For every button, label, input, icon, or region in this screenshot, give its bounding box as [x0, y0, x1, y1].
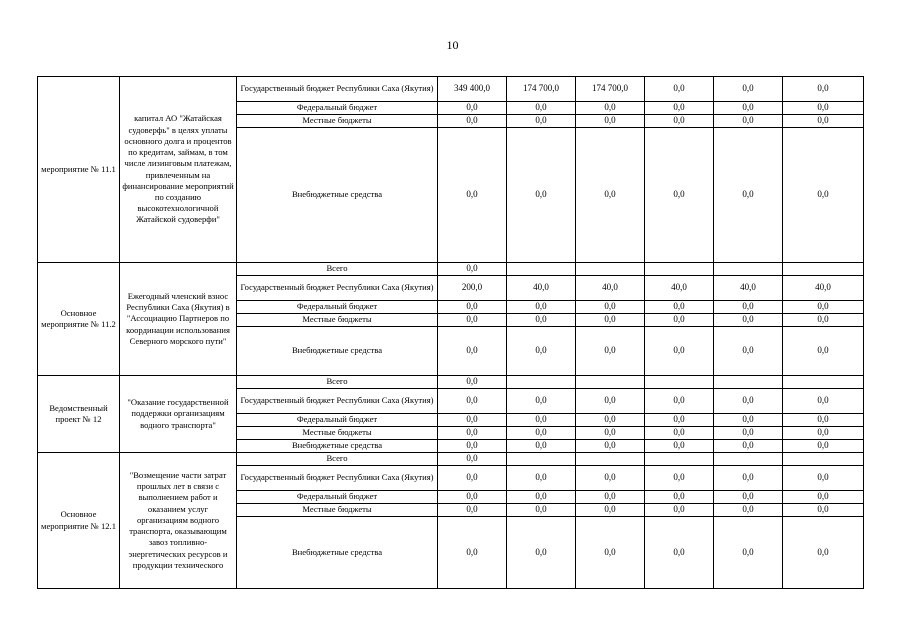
amount-cell	[645, 453, 714, 466]
amount-cell: 0,0	[507, 466, 576, 491]
amount-cell	[507, 453, 576, 466]
amount-cell: 0,0	[645, 491, 714, 504]
funding-source: Всего	[237, 376, 438, 389]
amount-cell: 0,0	[576, 327, 645, 376]
amount-cell: 0,0	[438, 115, 507, 128]
amount-cell: 0,0	[714, 128, 783, 263]
amount-cell: 0,0	[507, 327, 576, 376]
amount-cell: 0,0	[576, 504, 645, 517]
amount-cell: 0,0	[438, 414, 507, 427]
amount-cell: 0,0	[438, 517, 507, 589]
amount-cell	[783, 453, 864, 466]
amount-cell: 0,0	[645, 128, 714, 263]
amount-cell: 0,0	[783, 128, 864, 263]
amount-cell: 0,0	[783, 427, 864, 440]
funding-source: Государственный бюджет Республики Саха (Якутия)	[237, 466, 438, 491]
amount-cell: 0,0	[507, 414, 576, 427]
amount-cell: 0,0	[576, 491, 645, 504]
funding-source: Федеральный бюджет	[237, 414, 438, 427]
amount-cell: 0,0	[783, 440, 864, 453]
measure-description: "Возмещение части затрат прошлых лет в связи с выполнением работ и оказанием услуг организациям водного транспорта, оказывающим завоз топливно-энергетических ресурсов и продукции технического	[120, 453, 237, 589]
funding-source: Федеральный бюджет	[237, 491, 438, 504]
amount-cell: 0,0	[645, 314, 714, 327]
amount-cell: 0,0	[438, 263, 507, 276]
amount-cell: 0,0	[645, 440, 714, 453]
budget-table	[37, 76, 864, 589]
amount-cell: 0,0	[576, 389, 645, 414]
amount-cell: 0,0	[507, 491, 576, 504]
amount-cell: 0,0	[438, 440, 507, 453]
amount-cell: 0,0	[438, 128, 507, 263]
amount-cell: 0,0	[438, 504, 507, 517]
amount-cell	[507, 263, 576, 276]
amount-cell: 0,0	[645, 327, 714, 376]
amount-cell: 0,0	[645, 414, 714, 427]
amount-cell: 40,0	[645, 276, 714, 301]
amount-cell: 0,0	[714, 414, 783, 427]
amount-cell: 0,0	[438, 466, 507, 491]
funding-source: Всего	[237, 263, 438, 276]
amount-cell: 0,0	[438, 327, 507, 376]
measure-name: Основное мероприятие № 12.1	[38, 453, 120, 589]
amount-cell	[783, 263, 864, 276]
amount-cell: 0,0	[714, 77, 783, 102]
amount-cell: 0,0	[783, 314, 864, 327]
funding-source: Внебюджетные средства	[237, 327, 438, 376]
amount-cell: 0,0	[645, 389, 714, 414]
amount-cell: 0,0	[507, 504, 576, 517]
amount-cell	[714, 263, 783, 276]
amount-cell: 0,0	[438, 102, 507, 115]
amount-cell: 0,0	[714, 301, 783, 314]
amount-cell: 0,0	[507, 314, 576, 327]
funding-source: Местные бюджеты	[237, 504, 438, 517]
amount-cell: 0,0	[576, 128, 645, 263]
amount-cell: 0,0	[714, 440, 783, 453]
amount-cell: 0,0	[507, 301, 576, 314]
amount-cell: 0,0	[645, 466, 714, 491]
amount-cell: 0,0	[507, 128, 576, 263]
amount-cell	[507, 376, 576, 389]
measure-description: "Оказание государственной поддержки организациям водного транспорта"	[120, 376, 237, 453]
amount-cell: 40,0	[576, 276, 645, 301]
measure-name: Основное мероприятие № 11.2	[38, 263, 120, 376]
amount-cell: 0,0	[714, 102, 783, 115]
amount-cell	[714, 376, 783, 389]
amount-cell: 0,0	[438, 389, 507, 414]
amount-cell: 40,0	[714, 276, 783, 301]
amount-cell: 0,0	[645, 77, 714, 102]
amount-cell: 0,0	[576, 427, 645, 440]
page-number: 10	[446, 38, 459, 52]
amount-cell: 174 700,0	[507, 77, 576, 102]
amount-cell	[645, 263, 714, 276]
amount-cell: 0,0	[438, 376, 507, 389]
amount-cell	[714, 453, 783, 466]
amount-cell: 0,0	[507, 102, 576, 115]
amount-cell: 0,0	[714, 517, 783, 589]
amount-cell: 0,0	[438, 427, 507, 440]
amount-cell: 0,0	[507, 440, 576, 453]
amount-cell: 0,0	[783, 327, 864, 376]
amount-cell: 0,0	[645, 115, 714, 128]
amount-cell	[576, 263, 645, 276]
amount-cell: 0,0	[783, 466, 864, 491]
amount-cell: 0,0	[645, 504, 714, 517]
table-row	[38, 453, 864, 466]
measure-name: Ведомственный проект № 12	[38, 376, 120, 453]
table-row	[38, 376, 864, 389]
amount-cell: 0,0	[783, 389, 864, 414]
amount-cell	[783, 376, 864, 389]
table-row	[38, 263, 864, 276]
funding-source: Местные бюджеты	[237, 314, 438, 327]
amount-cell: 0,0	[783, 491, 864, 504]
funding-source: Внебюджетные средства	[237, 440, 438, 453]
funding-source: Федеральный бюджет	[237, 102, 438, 115]
amount-cell: 0,0	[576, 414, 645, 427]
amount-cell: 0,0	[714, 466, 783, 491]
amount-cell	[645, 376, 714, 389]
amount-cell: 0,0	[783, 77, 864, 102]
amount-cell: 0,0	[576, 102, 645, 115]
amount-cell: 349 400,0	[438, 77, 507, 102]
funding-source: Внебюджетные средства	[237, 128, 438, 263]
amount-cell: 0,0	[438, 314, 507, 327]
amount-cell: 0,0	[438, 301, 507, 314]
amount-cell: 0,0	[714, 491, 783, 504]
funding-source: Государственный бюджет Республики Саха (Якутия)	[237, 276, 438, 301]
amount-cell: 0,0	[576, 517, 645, 589]
funding-source: Федеральный бюджет	[237, 301, 438, 314]
funding-source: Государственный бюджет Республики Саха (Якутия)	[237, 389, 438, 414]
amount-cell: 0,0	[714, 504, 783, 517]
measure-description: капитал АО "Жатайская судоверфь" в целях уплаты основного долга и процентов по кредитам, займам, в том числе лизинговым платежам, привлеченным на финансирование мероприятий по созданию высокотехнологичной Жатайской судоверфи"	[120, 77, 237, 263]
amount-cell: 0,0	[714, 427, 783, 440]
amount-cell	[576, 453, 645, 466]
amount-cell: 40,0	[507, 276, 576, 301]
funding-source: Внебюджетные средства	[237, 517, 438, 589]
amount-cell: 174 700,0	[576, 77, 645, 102]
amount-cell: 0,0	[714, 327, 783, 376]
amount-cell: 0,0	[714, 115, 783, 128]
amount-cell: 0,0	[438, 491, 507, 504]
amount-cell	[576, 376, 645, 389]
table-row	[38, 77, 864, 102]
amount-cell: 0,0	[576, 440, 645, 453]
funding-source: Местные бюджеты	[237, 115, 438, 128]
amount-cell: 0,0	[783, 517, 864, 589]
amount-cell: 0,0	[507, 115, 576, 128]
funding-source: Местные бюджеты	[237, 427, 438, 440]
amount-cell: 0,0	[783, 115, 864, 128]
measure-description: Ежегодный членский взнос Республики Саха (Якутия) в "Ассоциацию Партнеров по координации использования Северного морского пути"	[120, 263, 237, 376]
amount-cell: 0,0	[714, 314, 783, 327]
amount-cell: 0,0	[714, 389, 783, 414]
amount-cell: 0,0	[576, 301, 645, 314]
amount-cell: 0,0	[507, 517, 576, 589]
amount-cell: 0,0	[438, 453, 507, 466]
amount-cell: 0,0	[645, 102, 714, 115]
amount-cell: 0,0	[645, 301, 714, 314]
amount-cell: 0,0	[507, 427, 576, 440]
amount-cell: 0,0	[507, 389, 576, 414]
amount-cell: 0,0	[576, 314, 645, 327]
amount-cell: 0,0	[783, 102, 864, 115]
funding-source: Государственный бюджет Республики Саха (Якутия)	[237, 77, 438, 102]
measure-name: мероприятие № 11.1	[38, 77, 120, 263]
amount-cell: 0,0	[576, 115, 645, 128]
amount-cell: 0,0	[783, 301, 864, 314]
amount-cell: 0,0	[783, 504, 864, 517]
amount-cell: 0,0	[645, 517, 714, 589]
funding-source: Всего	[237, 453, 438, 466]
amount-cell: 40,0	[783, 276, 864, 301]
amount-cell: 0,0	[783, 414, 864, 427]
amount-cell: 0,0	[645, 427, 714, 440]
amount-cell: 0,0	[576, 466, 645, 491]
amount-cell: 200,0	[438, 276, 507, 301]
